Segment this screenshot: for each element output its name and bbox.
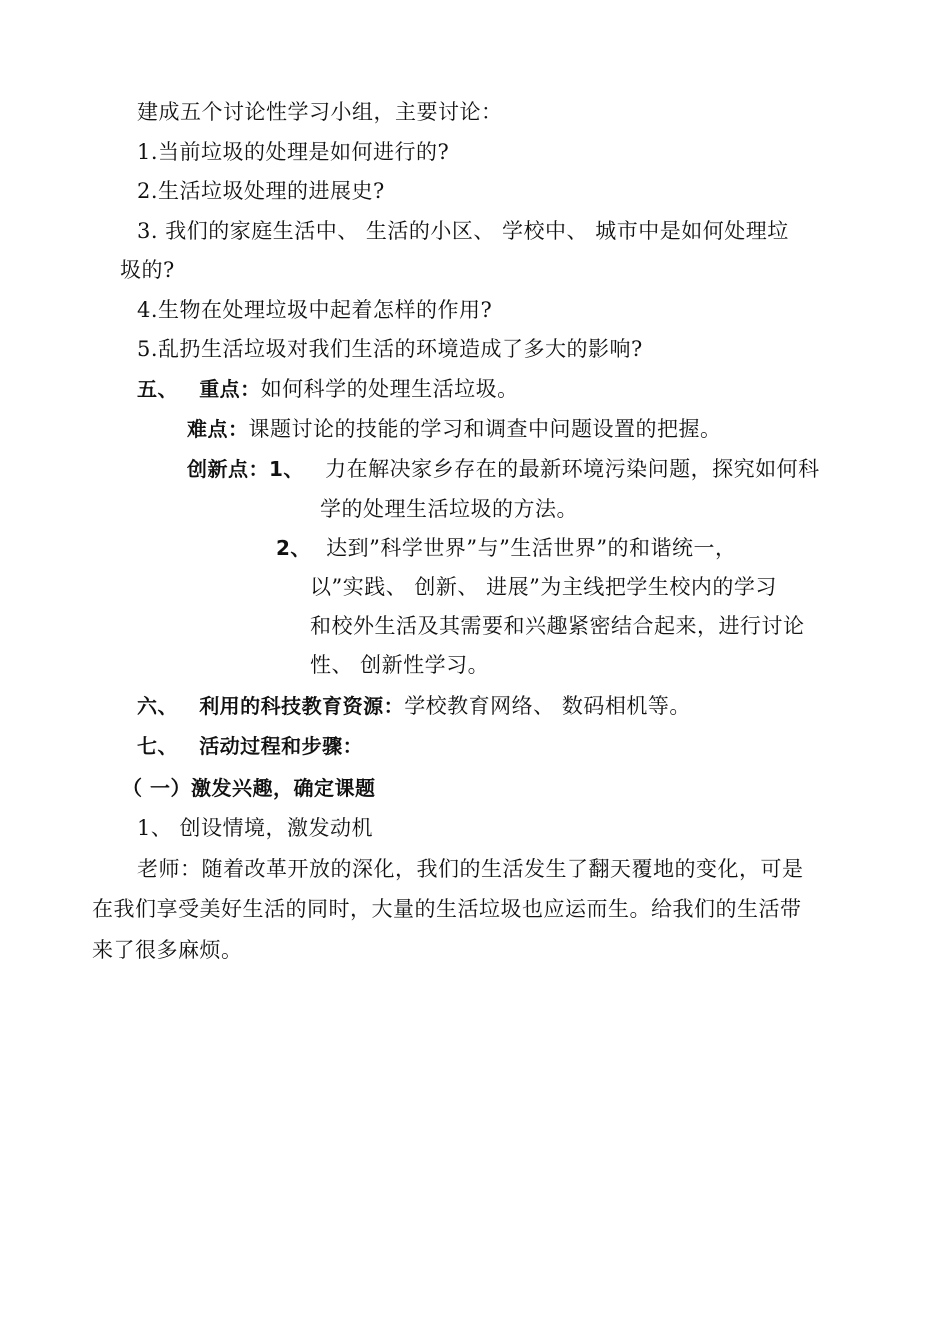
section-7-label: 活动过程和步骤： — [199, 734, 364, 758]
section-6-text: 学校教育网络、 数码相机等。 — [404, 694, 691, 718]
difficulty-label: 难点： — [187, 417, 249, 441]
section-7 — [137, 732, 363, 760]
innovation-point-2 — [276, 534, 737, 562]
question-3-line-1: 3. 我们的家庭生活中、 生活的小区、 学校中、 城市中是如何处理垃 — [137, 219, 789, 243]
innovation-label: 创新点： — [187, 457, 269, 481]
innovation-point-2-line-1: 达到”科学世界”与”生活世界”的和谐统一， — [326, 536, 737, 560]
innovation-point-2-line-4: 性、 创新性学习。 — [310, 653, 490, 677]
section-6-label: 利用的科技教育资源： — [199, 694, 405, 718]
section-5-focus — [137, 375, 519, 403]
innovation-point-2-number: 2、 — [276, 536, 311, 560]
innovation-point-2-line-3: 和校外生活及其需要和兴趣紧密结合起来，进行讨论 — [310, 614, 805, 638]
section-5-number: 五、 — [137, 377, 178, 401]
subsection-1-title: （ 一）激发兴趣，确定课题 — [122, 776, 376, 800]
teacher-paragraph-line-2: 在我们享受美好生活的同时，大量的生活垃圾也应运而生。给我们的生活带 — [92, 897, 802, 921]
focus-text: 如何科学的处理生活垃圾。 — [260, 377, 519, 401]
section-6-number: 六、 — [137, 694, 178, 718]
question-3-line-2: 圾的? — [120, 258, 175, 282]
innovation-point-2-line-2: 以”实践、 创新、 进展”为主线把学生校内的学习 — [310, 575, 777, 599]
teacher-paragraph-line-3: 来了很多麻烦。 — [92, 938, 243, 962]
section-6 — [137, 692, 691, 720]
difficulty-text: 课题讨论的技能的学习和调查中问题设置的把握。 — [248, 417, 722, 441]
section-7-number: 七、 — [137, 734, 178, 758]
section-5-innovation — [187, 455, 820, 483]
focus-label: 重点： — [199, 377, 261, 401]
question-2: 2.生活垃圾处理的进展史? — [137, 179, 385, 203]
innovation-point-1-number: 1、 — [269, 457, 304, 481]
innovation-point-1-line-1: 力在解决家乡存在的最新环境污染问题，探究如何科 — [325, 457, 820, 481]
question-1: 1.当前垃圾的处理是如何进行的? — [137, 140, 450, 164]
intro-text: 建成五个讨论性学习小组，主要讨论： — [137, 100, 503, 124]
question-4: 4.生物在处理垃圾中起着怎样的作用? — [137, 298, 493, 322]
step-1-heading: 1、 创设情境，激发动机 — [137, 816, 374, 840]
question-5: 5.乱扔生活垃圾对我们生活的环境造成了多大的影响? — [137, 337, 643, 361]
innovation-point-1-line-2: 学的处理生活垃圾的方法。 — [320, 497, 578, 521]
teacher-paragraph-line-1: 老师：随着改革开放的深化，我们的生活发生了翻天覆地的变化，可是 — [137, 857, 804, 881]
section-5-difficulty — [187, 415, 722, 443]
